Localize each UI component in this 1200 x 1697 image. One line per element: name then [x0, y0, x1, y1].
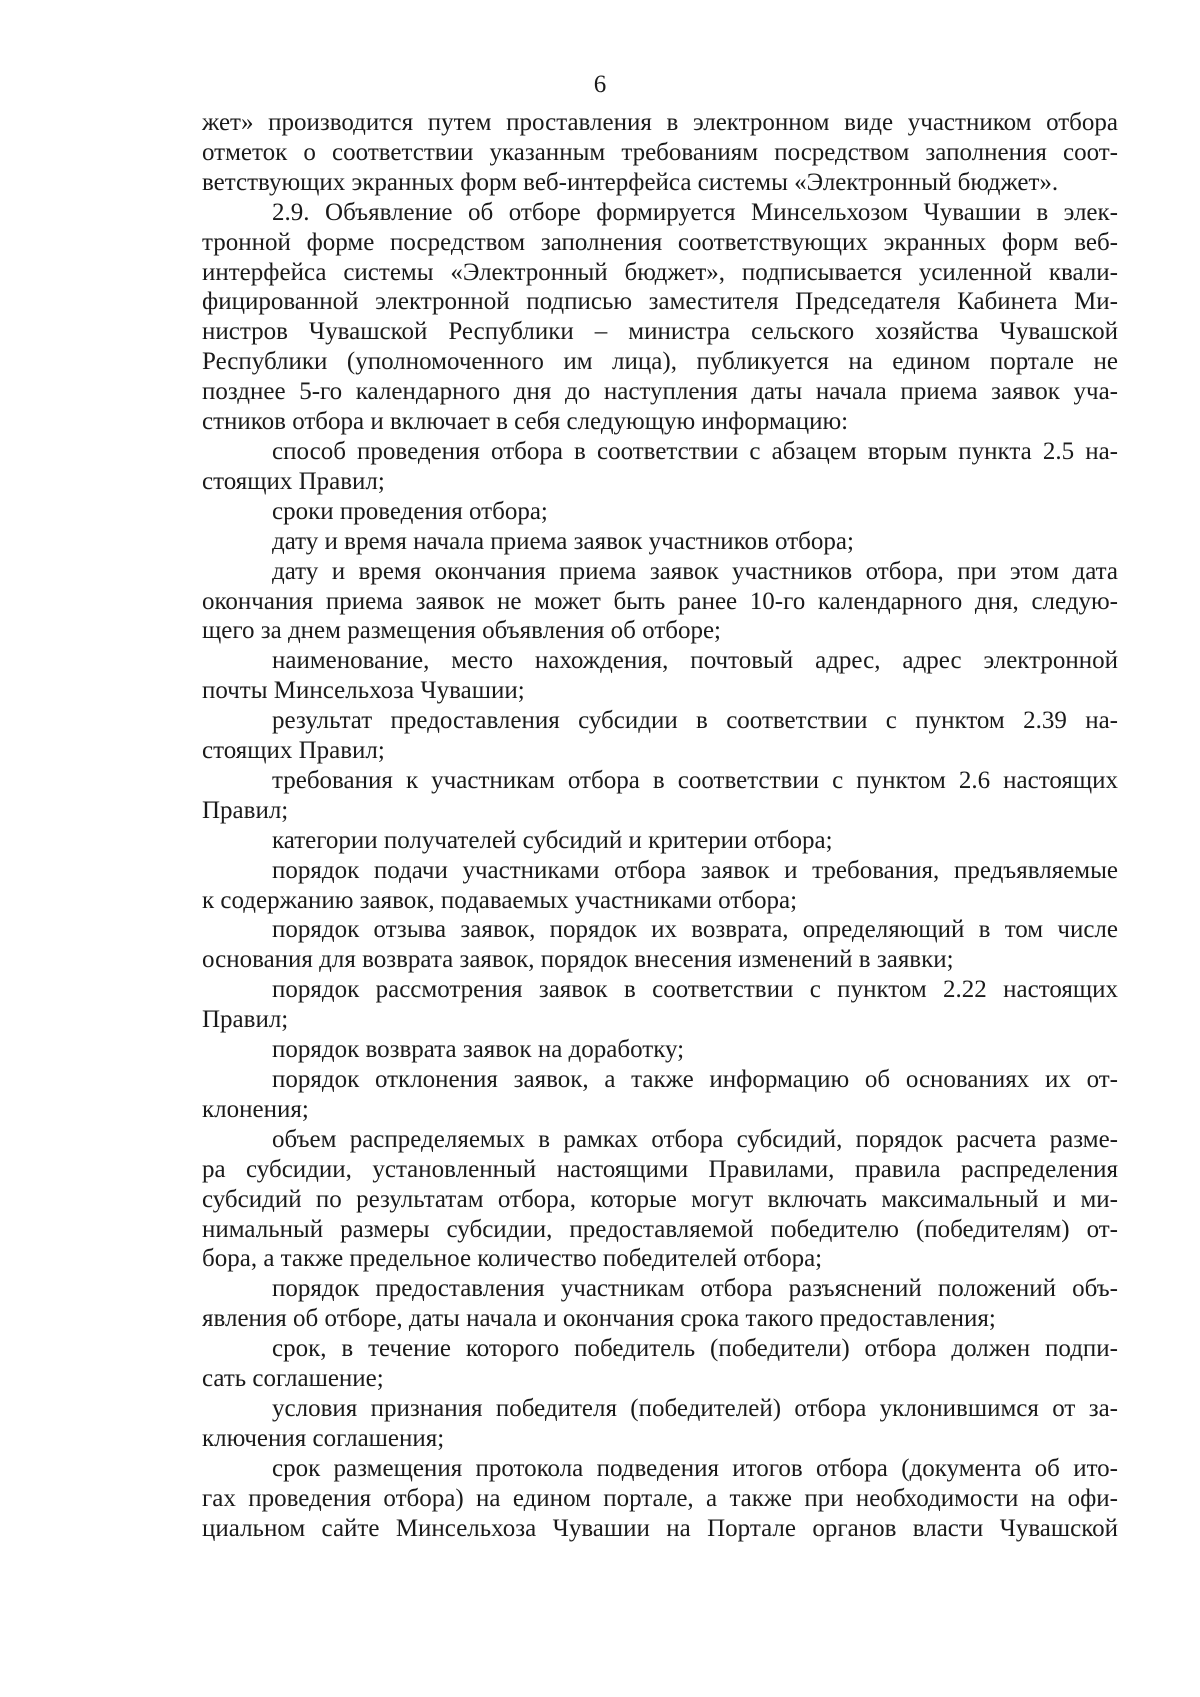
page-number: 6	[593, 71, 607, 98]
text-line: результат предоставления субсидии в соответствии с пунктом 2.39 на-	[272, 707, 1118, 735]
paragraph	[202, 497, 1118, 527]
text-line: гах проведения отбора) на едином портале, а также при необходимости на офи-	[202, 1484, 1118, 1512]
text-line: фицированной электронной подписью заместителя Председателя Кабинета Ми-	[202, 288, 1118, 316]
text-line: порядок рассмотрения заявок в соответствии с пунктом 2.22 настоящих	[272, 976, 1118, 1004]
text-line: стоящих Правил;	[202, 737, 385, 765]
text-line: почты Минсельхоза Чувашии;	[202, 677, 525, 705]
text-line: сроки проведения отбора;	[272, 497, 548, 525]
text-line: порядок возврата заявок на доработку;	[272, 1036, 685, 1064]
text-line: сать соглашение;	[202, 1365, 384, 1393]
text-line: ра субсидии, установленный настоящими Правилами, правила распределения	[202, 1155, 1118, 1183]
text-line: позднее 5-го календарного дня до наступления даты начала приема заявок уча-	[202, 378, 1118, 406]
text-line: порядок отзыва заявок, порядок их возврата, определяющий в том числе	[272, 916, 1118, 944]
text-line: к содержанию заявок, подаваемых участниками отбора;	[202, 886, 798, 914]
paragraph	[202, 1125, 1118, 1275]
text-line: ветствующих экранных форм веб-интерфейса системы «Электронный бюджет».	[202, 168, 1059, 196]
paragraph	[202, 527, 1118, 557]
paragraph	[202, 1394, 1118, 1454]
text-line: тронной форме посредством заполнения соответствующих экранных форм веб-	[202, 228, 1118, 256]
paragraph	[202, 437, 1118, 497]
text-line: щего за днем размещения объявления об отборе;	[202, 617, 722, 645]
paragraph	[202, 1334, 1118, 1394]
paragraph	[202, 856, 1118, 916]
text-line: дату и время начала приема заявок участников отбора;	[272, 527, 854, 555]
text-line: категории получателей субсидий и критерии отбора;	[272, 826, 833, 854]
text-line: Правил;	[202, 796, 289, 824]
text-line: требования к участникам отбора в соответствии с пунктом 2.6 настоящих	[272, 766, 1118, 794]
text-line: срок, в течение которого победитель (победители) отбора должен подпи-	[272, 1335, 1118, 1363]
text-line: порядок предоставления участникам отбора разъяснений положений объ-	[272, 1275, 1118, 1303]
text-line: объем распределяемых в рамках отбора субсидий, порядок расчета разме-	[272, 1125, 1118, 1153]
text-line: способ проведения отбора в соответствии с абзацем вторым пункта 2.5 на-	[272, 437, 1118, 465]
text-line: ключения соглашения;	[202, 1424, 445, 1452]
paragraph	[202, 646, 1118, 706]
text-line: Республики (уполномоченного им лица), публикуется на едином портале не	[202, 348, 1118, 376]
text-line: нистров Чувашской Республики – министра сельского хозяйства Чувашской	[202, 318, 1118, 346]
text-line: условия признания победителя (победителей) отбора уклонившимся от за-	[272, 1394, 1118, 1422]
text-line: клонения;	[202, 1095, 309, 1123]
text-line: жет» производится путем проставления в электронном виде участником отбора	[202, 109, 1118, 136]
text-line: стников отбора и включает в себя следующую информацию:	[202, 408, 849, 436]
document-text-body	[202, 108, 1118, 1544]
paragraph	[202, 1035, 1118, 1065]
text-line: субсидий по результатам отбора, которые могут включать максимальный и ми-	[202, 1185, 1118, 1213]
paragraph	[202, 975, 1118, 1035]
text-line: порядок отклонения заявок, а также информацию об основаниях их от-	[272, 1066, 1118, 1093]
text-line: стоящих Правил;	[202, 467, 385, 495]
text-line: интерфейса системы «Электронный бюджет», подписывается усиленной квали-	[202, 258, 1118, 286]
paragraph	[202, 557, 1118, 647]
text-line: циальном сайте Минсельхоза Чувашии на Портале органов власти Чувашской	[202, 1514, 1118, 1542]
paragraph	[202, 706, 1118, 766]
text-line: явления об отборе, даты начала и окончания срока такого предоставления;	[202, 1305, 996, 1333]
text-line: бора, а также предельное количество победителей отбора;	[202, 1245, 823, 1273]
paragraph	[202, 108, 1118, 198]
paragraph	[202, 915, 1118, 975]
text-line: дату и время окончания приема заявок участников отбора, при этом дата	[272, 557, 1118, 585]
text-line: отметок о соответствии указанным требованиям посредством заполнения соот-	[202, 138, 1118, 166]
text-line: срок размещения протокола подведения итогов отбора (документа об ито-	[272, 1454, 1118, 1482]
text-line: нимальный размеры субсидии, предоставляемой победителю (победителям) от-	[202, 1215, 1118, 1243]
text-line: порядок подачи участниками отбора заявок и требования, предъявляемые	[272, 856, 1118, 884]
paragraph	[202, 766, 1118, 826]
paragraph	[202, 198, 1118, 437]
paragraph	[202, 1454, 1118, 1544]
paragraph	[202, 826, 1118, 856]
text-line: наименование, место нахождения, почтовый адрес, адрес электронной	[272, 647, 1118, 675]
text-line: окончания приема заявок не может быть ранее 10-го календарного дня, следую-	[202, 587, 1118, 615]
text-line: основания для возврата заявок, порядок внесения изменений в заявки;	[202, 946, 954, 974]
text-line: 2.9. Объявление об отборе формируется Минсельхозом Чувашии в элек-	[272, 198, 1118, 226]
paragraph	[202, 1065, 1118, 1125]
text-line: Правил;	[202, 1006, 289, 1034]
paragraph	[202, 1274, 1118, 1334]
